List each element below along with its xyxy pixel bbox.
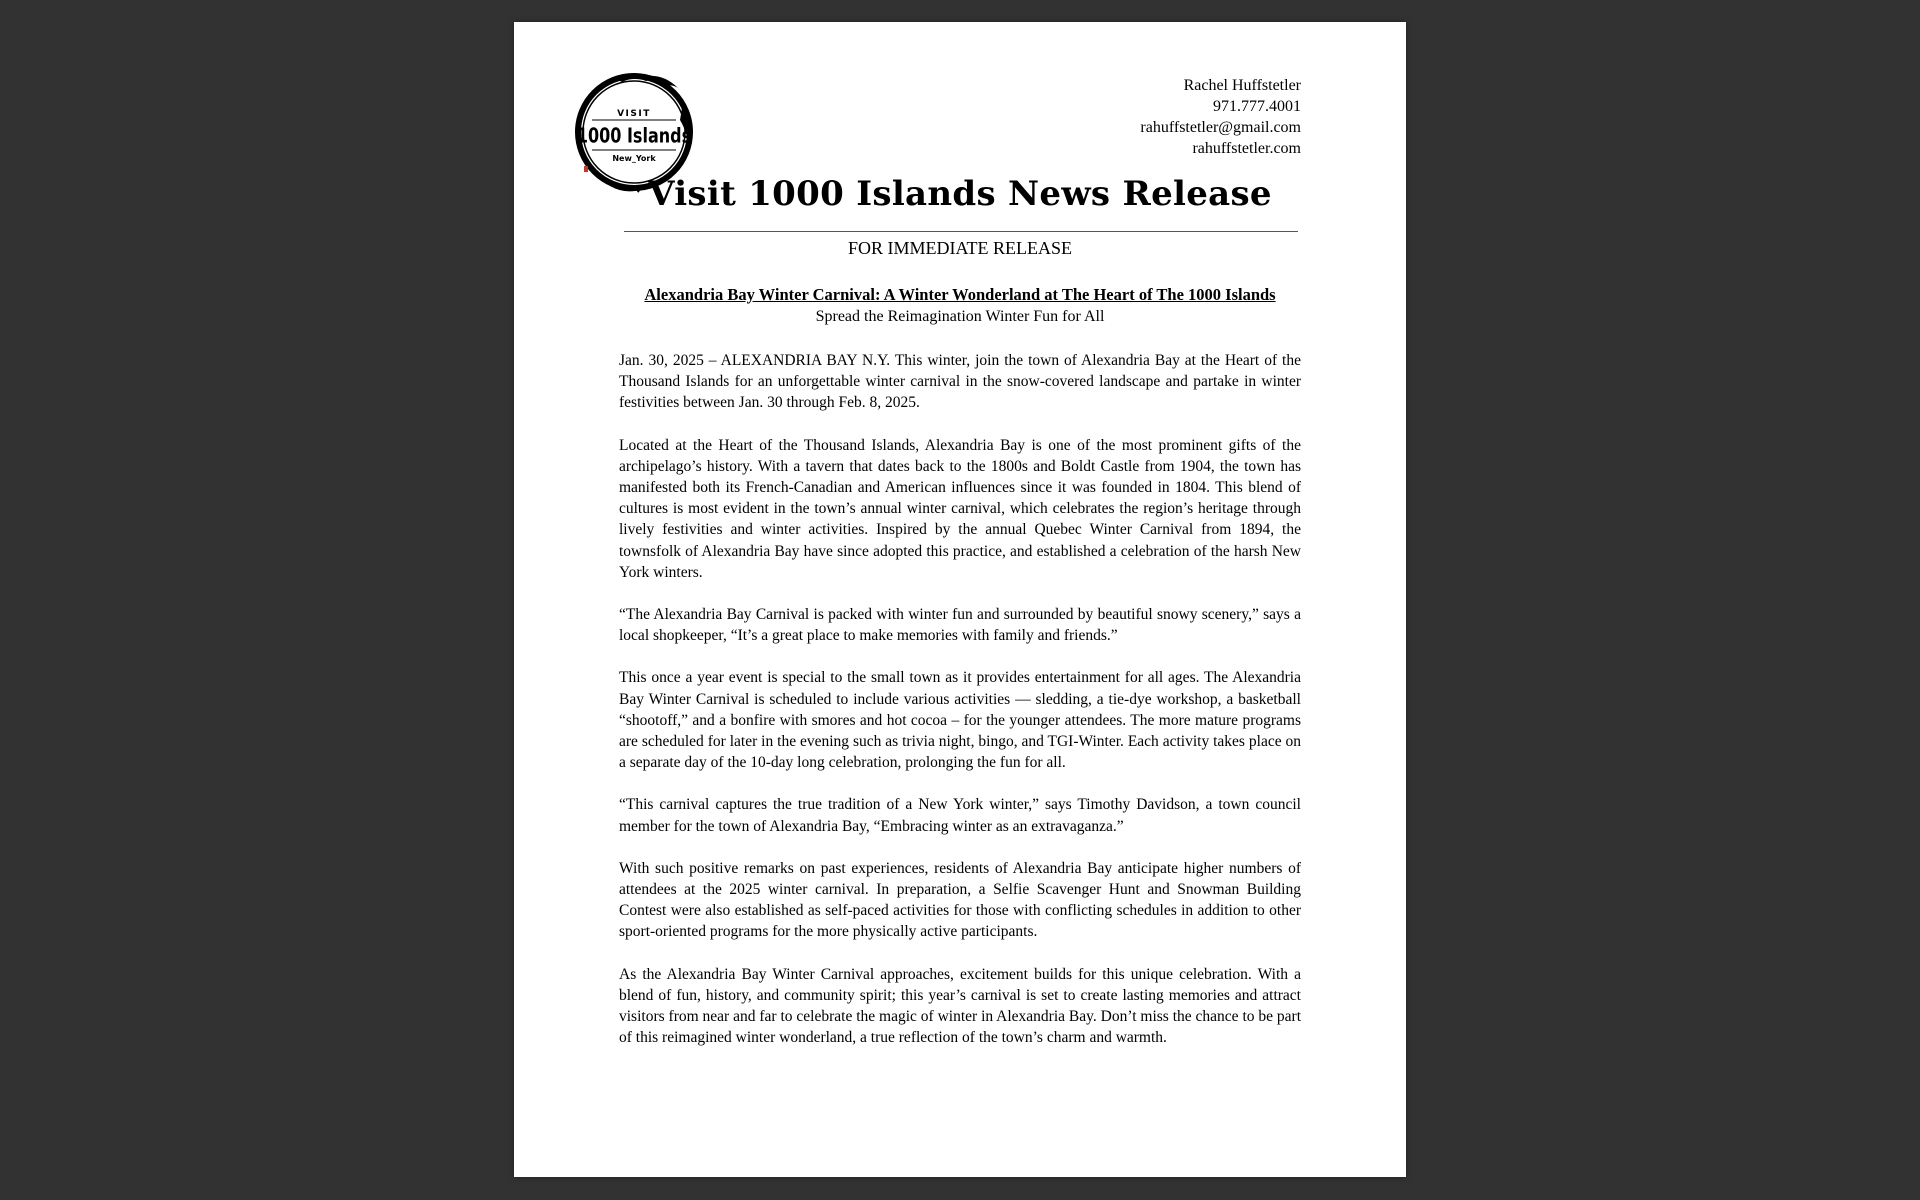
paragraph: This once a year event is special to the small town as it provides entertainment for all ages. The Alexandria Bay Winter Carnival is scheduled to include various activities — sledding, a tie-dye workshop, a basketball “shootoff,” and a bonfire with smores and hot cocoa – for the younger attendees. The more mature programs are scheduled for later in the evening such as trivia night, bingo, and TGI-Winter. Each activity takes place on a separate day of the 10-day long celebration, prolonging the fun for all. bbox=[619, 669, 1301, 772]
contact-block bbox=[1140, 75, 1301, 159]
logo-sub-text: New_York bbox=[612, 154, 656, 163]
release-line: FOR IMMEDIATE RELEASE bbox=[848, 238, 1072, 258]
contact-website: rahuffstetler.com bbox=[1192, 140, 1301, 157]
contact-name: Rachel Huffstetler bbox=[1183, 77, 1301, 94]
logo-main-text: 1000 Islands bbox=[576, 124, 692, 148]
paragraph: Located at the Heart of the Thousand Islands, Alexandria Bay is one of the most prominent gifts of the archipelago’s history. With a tavern that dates back to the 1800s and Boldt Castle from 1904, the town has manifested both its French-Canadian and American influences since it was founded in 1804. This blend of cultures is most evident in the town’s annual winter carnival, which celebrates the region’s heritage through lively festivities and winter activities. Inspired by the annual Quebec Winter Carnival from 1894, the townsfolk of Alexandria Bay have since adopted this practice, and established a celebration of the harsh New York winters. bbox=[619, 436, 1301, 581]
title-divider bbox=[624, 231, 1298, 232]
document-title: Visit 1000 Islands News Release bbox=[648, 174, 1272, 214]
paragraph: “The Alexandria Bay Carnival is packed with winter fun and surrounded by beautiful snowy scenery,” says a local shopkeeper, “It’s a great place to make memories with family and friends.” bbox=[619, 606, 1301, 645]
article-body bbox=[619, 350, 1301, 1069]
paragraph: As the Alexandria Bay Winter Carnival approaches, excitement builds for this unique celebration. With a blend of fun, history, and community spirit; this year’s carnival is set to create lasting memories and attract visitors from near and far to celebrate the magic of winter in Alexandria Bay. Don’t miss the chance to be part of this reimagined winter wonderland, a true reflection of the town’s charm and warmth. bbox=[619, 965, 1301, 1047]
subheadline: Spread the Reimagination Winter Fun for All bbox=[815, 308, 1105, 325]
contact-phone: 971.777.4001 bbox=[1213, 98, 1301, 115]
contact-email: rahuffstetler@gmail.com bbox=[1140, 119, 1301, 136]
paragraph: “This carnival captures the true tradition of a New York winter,” says Timothy Davidson, a town council member for the town of Alexandria Bay, “Embracing winter as an extravaganza.” bbox=[619, 796, 1301, 835]
document-page bbox=[514, 22, 1406, 1177]
paragraph: With such positive remarks on past experiences, residents of Alexandria Bay anticipate higher numbers of attendees at the 2025 winter carnival. In preparation, a Selfie Scavenger Hunt and Snowman Building Contest were also established as self-paced activities for those with conflicting schedules in addition to other sport-oriented programs for the more physically active participants. bbox=[619, 859, 1301, 941]
logo-visit-text: VISIT bbox=[617, 109, 651, 119]
paragraph: Jan. 30, 2025 – ALEXANDRIA BAY N.Y. This winter, join the town of Alexandria Bay at the Heart of the Thousand Islands for an unforgettable winter carnival in the snow-covered landscape and partake in winter festivities between Jan. 30 through Feb. 8, 2025. bbox=[619, 352, 1301, 412]
headline: Alexandria Bay Winter Carnival: A Winter Wonderland at The Heart of The 1000 Islands bbox=[644, 285, 1276, 304]
